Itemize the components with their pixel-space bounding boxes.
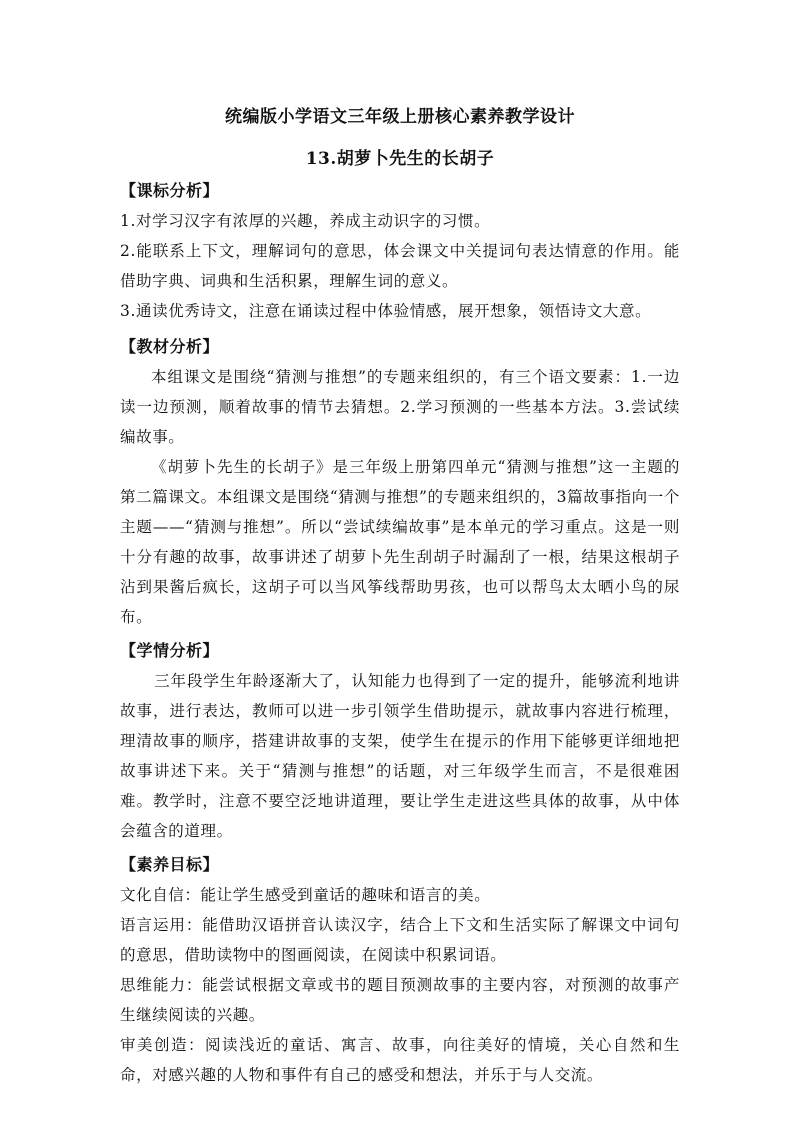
paragraph: 文化自信：能让学生感受到童话的趣味和语言的美。 — [120, 886, 491, 904]
paragraph: 三年段学生年龄逐渐大了，认知能力也得到了一定的提升，能够流利地讲故事，进行表达，教师可以进一步引领学生借助提示，就故事内容进行梳理，理清故事的顺序，搭建讲故事的支架，使学生在提示的作用下能够更详细地把故事讲述下来。关于“猜测与推想”的话题，对三年级学生而言，不是很难困难。教学时，注意不要空泛地讲道理，要让学生走进这些具体的故事，从中体会蕴含的道理。 — [120, 672, 680, 840]
section-heading: 【课标分析】 — [120, 181, 220, 200]
section-student-analysis — [120, 636, 680, 846]
paragraph: 1.对学习汉字有浓厚的兴趣，养成主动识字的习惯。 — [120, 212, 491, 230]
section-curriculum-analysis — [120, 176, 680, 326]
document-title: 统编版小学语文三年级上册核心素养教学设计 — [225, 107, 575, 127]
section-literacy-goals — [120, 850, 680, 1090]
paragraph: 审美创造：阅读浅近的童话、寓言、故事，向往美好的情境，关心自然和生命，对感兴趣的人物和事件有自己的感受和想法，并乐于与人交流。 — [120, 1036, 680, 1084]
section-heading: 【教材分析】 — [120, 337, 220, 356]
paragraph: 3.通读优秀诗文，注意在诵读过程中体验情感，展开想象，领悟诗文大意。 — [120, 302, 652, 320]
lesson-title: 13.胡萝卜先生的长胡子 — [305, 149, 495, 169]
section-textbook-analysis — [120, 332, 680, 632]
section-heading: 【学情分析】 — [120, 641, 220, 660]
paragraph: 本组课文是围绕“猜测与推想”的专题来组织的，有三个语文要素：1.一边读一边预测，顺着故事的情节去猜想。2.学习预测的一些基本方法。3.尝试续编故事。 — [120, 368, 680, 446]
paragraph: 思维能力：能尝试根据文章或书的题目预测故事的主要内容，对预测的故事产生继续阅读的兴趣。 — [120, 976, 680, 1024]
paragraph: 2.能联系上下文，理解词句的意思，体会课文中关提词句表达情意的作用。能借助字典、词典和生活积累，理解生词的意义。 — [120, 242, 680, 290]
document-body — [120, 104, 680, 1090]
paragraph: 《胡萝卜先生的长胡子》是三年级上册第四单元“猜测与推想”这一主题的第二篇课文。本组课文是围绕“猜测与推想”的专题来组织的，3篇故事指向一个主题——“猜测与推想”。所以“尝试续编故事”是本单元的学习重点。这是一则十分有趣的故事，故事讲述了胡萝卜先生刮胡子时漏刮了一根，结果这根胡子沾到果酱后疯长，这胡子可以当风筝线帮助男孩，也可以帮鸟太太晒小鸟的尿布。 — [120, 458, 680, 626]
paragraph: 语言运用：能借助汉语拼音认读汉字，结合上下文和生活实际了解课文中词句的意思，借助读物中的图画阅读，在阅读中积累词语。 — [120, 916, 680, 964]
section-heading: 【素养目标】 — [120, 855, 220, 874]
